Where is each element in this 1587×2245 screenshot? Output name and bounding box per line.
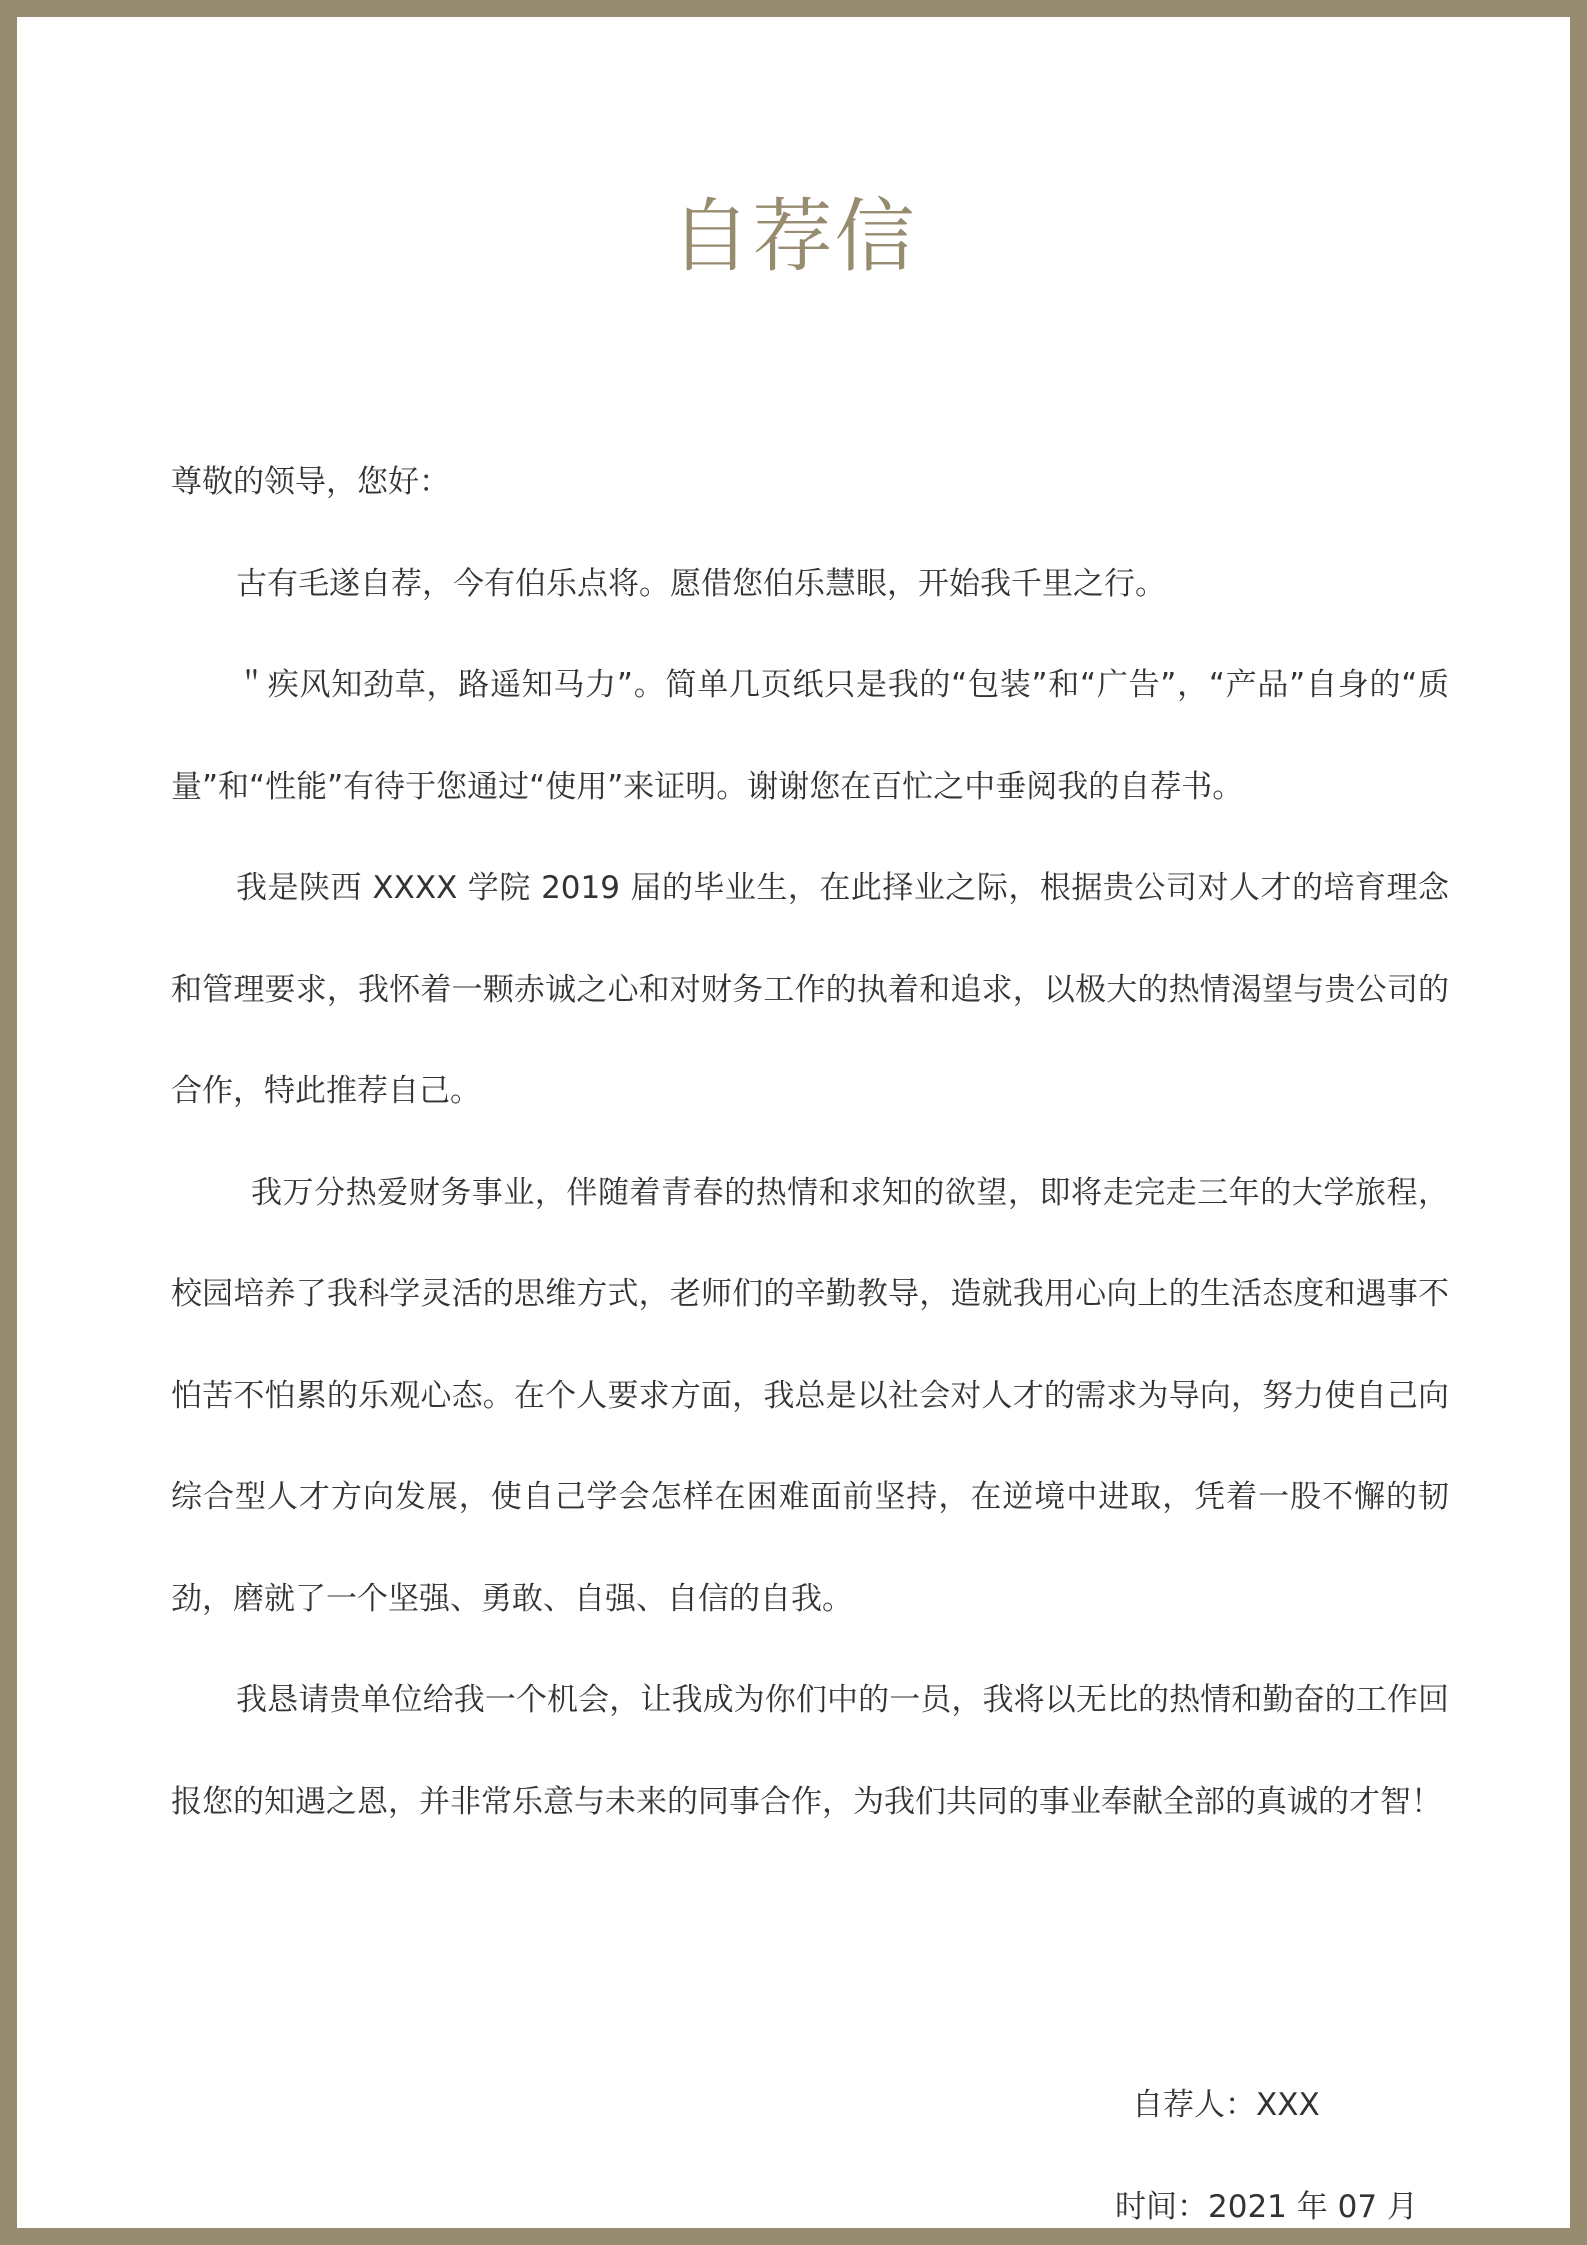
letter-body — [171, 432, 1449, 1853]
paragraph-opening: 古有毛遂自荐，今有伯乐点将。愿借您伯乐慧眼，开始我千里之行。 — [236, 565, 1166, 602]
paragraph-introduction: 我是陕西 XXXX 学院 2019 届的毕业生，在此择业之际，根据贵公司对人才的培育理念和管理要求，我怀着一颗赤诚之心和对财务工作的执着和追求，以极大的热情渴望与贵公司的合作，特此推荐自己。 — [171, 870, 1449, 1109]
date-line: 时间：2021 年 07 月 — [1115, 2189, 1418, 2225]
paragraph-closing: 我恳请贵单位给我一个机会，让我成为你们中的一员，我将以无比的热情和勤奋的工作回报您的知遇之恩，并非常乐意与未来的同事合作，为我们共同的事业奉献全部的真诚的才智！ — [171, 1682, 1449, 1820]
salutation: 尊敬的领导，您好： — [171, 464, 450, 500]
signer-line: 自荐人：XXX — [1132, 2087, 1320, 2123]
letter-title: 自荐信 — [670, 190, 917, 283]
paragraph-experience: 我万分热爱财务事业，伴随着青春的热情和求知的欲望，即将走完走三年的大学旅程，校园培养了我科学灵活的思维方式，老师们的辛勤教导，造就我用心向上的生活态度和遇事不怕苦不怕累的乐观心态。在个人要求方面，我总是以社会对人才的需求为导向，努力使自己向综合型人才方向发展，使自己学会怎样在困难面前坚持，在逆境中进取，凭着一股不懈的韧劲，磨就了一个坚强、勇敢、自强、自信的自我。 — [171, 1174, 1449, 1617]
paragraph-quote: ＂疾风知劲草，路遥知马力”。简单几页纸只是我的“包装”和“广告”，“产品”自身的“质量”和“性能”有待于您通过“使用”来证明。谢谢您在百忙之中垂阅我的自荐书。 — [171, 667, 1449, 805]
